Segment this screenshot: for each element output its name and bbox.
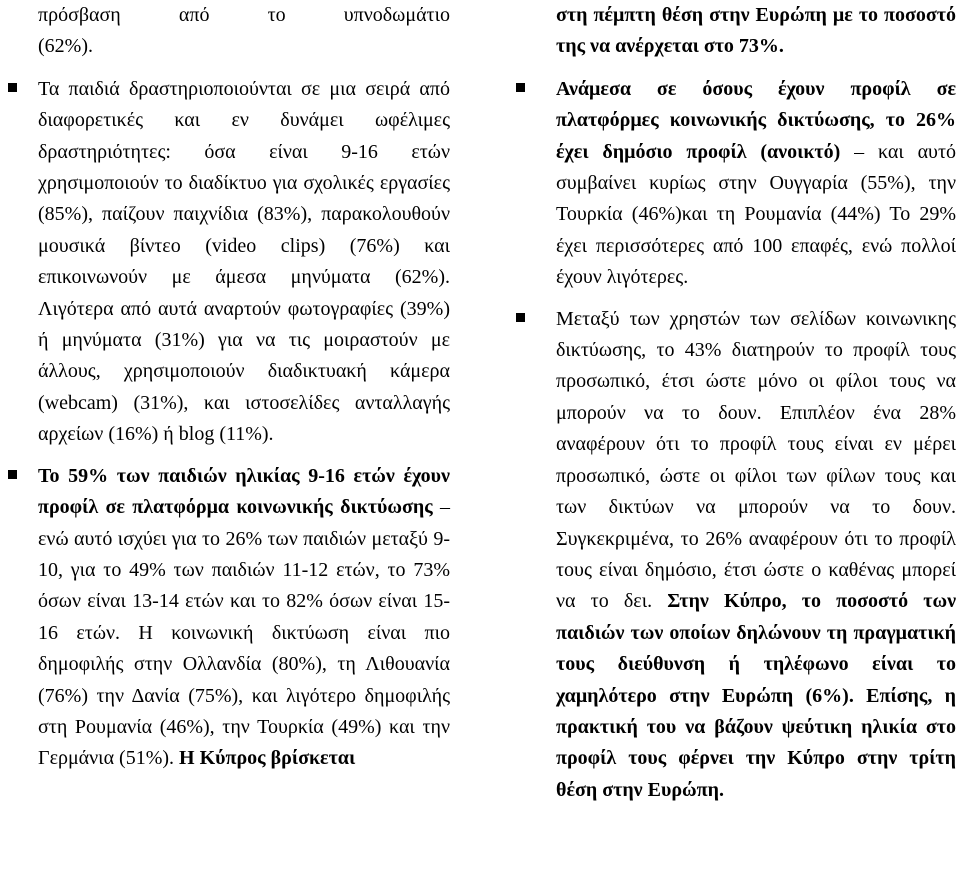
left-bullet-1-text: Τα παιδιά δραστηριοποιούνται σε μια σειρά από διαφορετικές και εν δυνάμει ωφέλιμες δραστηριότητες: όσα είναι 9-16 ετών χρησιμοποιούν το διαδίκτυο για σχολικές εργασίες (85%), παίζουν παιχνίδια (83%), παρακολουθούν μουσικά βίντεο (video clips) (76%) και επικοινωνούν με άμεσα μηνύματα (62%). Λιγότερα από αυτά αναρτούν φωτογραφίες (39%) ή μηνύματα (31%) για να τις μοιραστούν με άλλους, χρησιμοποιούν διαδικτυακή κάμερα (webcam) (31%), και ιστοσελίδες ανταλλαγής αρχείων (16%) ή blog (11%). [38,77,450,446]
left-column [38,0,450,775]
square-bullet-icon [516,83,525,92]
right-bullet-1 [556,74,956,294]
right-bullet-1-text: – και αυτό συμβαίνει κυρίως στην Ουγγαρία (55%), την Τουρκία (46%)και τη Ρουμανία (44%) Το 29% έχει περισσότερες από 100 επαφές, ενώ πολλοί έχουν λιγότερες. [556,140,956,289]
right-bullet-2-bold: Στην Κύπρο, το ποσοστό των παιδιών των οποίων δηλώνουν τη πραγματική τους διεύθυνση ή τηλέφωνο είναι το χαμηλότερο στην Ευρώπη (6%). Επίσης, η πρακτική του να βάζουν ψεύτικη ηλικία στο προφίλ τους φέρνει την Κύπρο στην τρίτη θέση στην Ευρώπη. [556,590,957,801]
right-bullet-2-text: Μεταξύ των χρηστών των σελίδων κοινωνικης δικτύωσης, το 43% διατηρούν το προφίλ τους προσωπικό, έτσι ώστε μόνο οι φίλοι τους να μπορούν να το δουν. Επιπλέον ένα 28% αναφέρουν ότι το προφίλ τους είναι εν μέρει προσωπικό, ώστε οι φίλοι των φίλων τους και των δικτύων να μπορούν να το δουν. Συγκεκριμένα, το 26% αναφέρουν ότι το προφίλ τους είναι δημόσιο, έτσι ώστε ο καθένας μπορεί να το δει. [556,307,956,613]
fragment-word: από [178,4,210,26]
left-top-fragment [38,0,450,63]
fragment-word: το [267,4,286,26]
square-bullet-icon [8,83,17,92]
right-top-fragment [556,0,956,63]
left-bullet-1 [38,74,450,451]
left-bullet-2 [38,461,450,775]
square-bullet-icon [516,313,525,322]
fragment-word: πρόσβαση [38,4,121,26]
left-bullet-2-text: – ενώ αυτό ισχύει για το 26% των παιδιών μεταξύ 9-10, για το 49% των παιδιών 11-12 ετών, το 73% όσων είναι 13-14 ετών και το 82% όσων είναι 15-16 ετών. Η κοινωνική δικτύωση είναι πιο δημοφιλής στην Ολλανδία (80%), τη Λιθουανία (76%) την Δανία (75%), και λιγότερο δημοφιλής στη Ρουμανία (46%), την Τουρκία (49%) και την Γερμάνια (51%). [38,496,451,770]
fragment-word: υπνοδωμάτιο [343,4,450,26]
fragment-end: (62%). [38,35,93,58]
left-bullet-2-bold-end: Η Κύπρος βρίσκεται [179,747,356,770]
right-top-fragment-text: στη πέμπτη θέση στην Ευρώπη με το ποσοστό της να ανέρχεται στο 73%. [556,4,956,58]
left-top-fragment-line [38,0,450,31]
square-bullet-icon [8,470,17,479]
right-bullet-1-bold: Ανάμεσα σε όσους έχουν προφίλ σε πλατφόρμες κοινωνικής δικτύωσης, το 26% έχει δημόσιο προφίλ (ανοικτό) [556,77,956,163]
right-column [556,0,956,806]
right-bullet-2 [556,304,956,807]
left-bullet-2-bold: Το 59% των παιδιών ηλικίας 9-16 ετών έχουν προφίλ σε πλατφόρμα κοινωνικής δικτύωσης [38,464,450,519]
